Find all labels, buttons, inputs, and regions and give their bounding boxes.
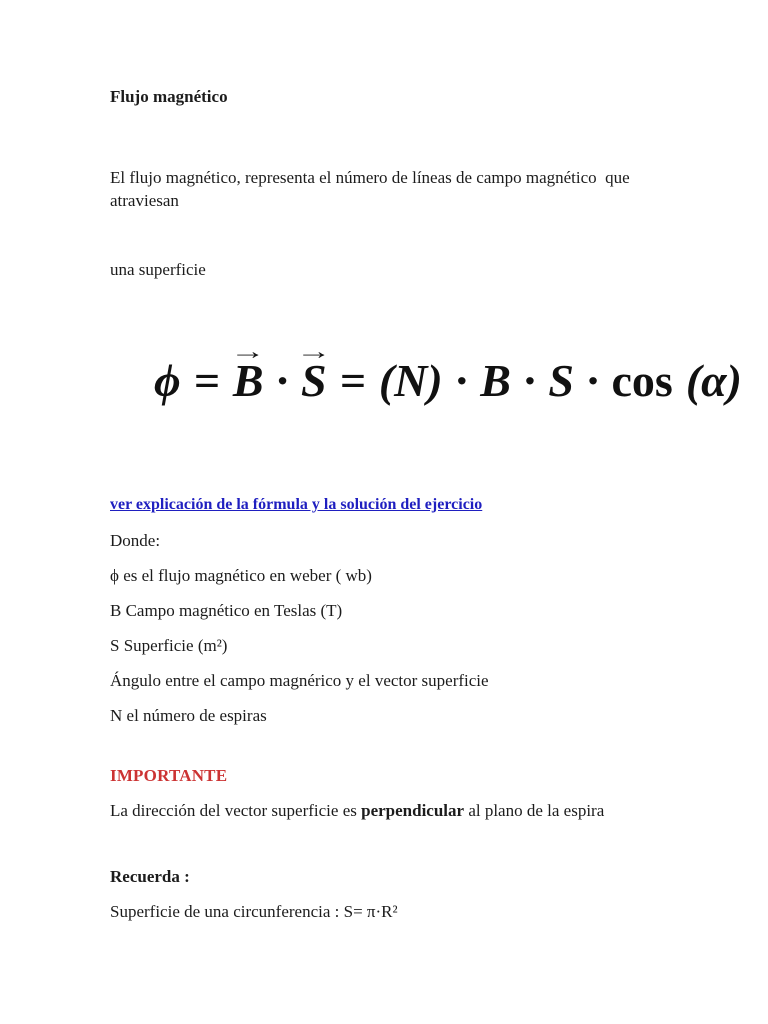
- formula-s: S: [548, 355, 574, 406]
- intro-line-2: una superficie: [110, 260, 206, 279]
- definition-b: B Campo magnético en Teslas (T): [110, 601, 343, 621]
- circle-area-formula: Superficie de una circunferencia : S= π·R²: [110, 902, 398, 922]
- direction-text-bold: perpendicular: [361, 801, 465, 821]
- vector-S: [301, 353, 327, 408]
- magnetic-flux-formula: [154, 353, 742, 408]
- page-title: Flujo magnético: [110, 87, 228, 106]
- formula-dot: ·: [276, 355, 289, 406]
- definition-angle: Ángulo entre el campo magnérico y el vector superficie: [110, 671, 489, 691]
- important-heading: IMPORTANTE: [110, 766, 228, 786]
- formula-cos: cos: [611, 355, 673, 406]
- formula-b-vector: B: [232, 355, 264, 406]
- intro-paragraph: [110, 120, 673, 327]
- where-heading: Donde:: [110, 531, 161, 551]
- definition-n: N el número de espiras: [110, 706, 267, 726]
- intro-line-1: El flujo magnético, representa el número de líneas de campo magnético que atraviesan: [110, 168, 634, 210]
- formula-alpha-paren: (α): [685, 355, 742, 406]
- formula-dot: ·: [586, 355, 599, 406]
- formula-dot: ·: [455, 355, 468, 406]
- reminder-heading: Recuerda :: [110, 867, 190, 887]
- formula-phi: ϕ: [154, 355, 181, 406]
- formula-equals: =: [193, 355, 220, 406]
- formula-dot: ·: [523, 355, 536, 406]
- formula-n-paren: (N): [378, 355, 443, 406]
- formula-s-vector: S: [301, 355, 327, 406]
- formula-equals: =: [339, 355, 366, 406]
- definition-s: S Superficie (m²): [110, 636, 228, 656]
- vector-B: [233, 353, 264, 408]
- direction-text-before: La dirección del vector superficie es: [110, 801, 362, 821]
- definition-phi: ϕ es el flujo magnético en weber ( wb): [110, 566, 372, 586]
- formula-b: B: [480, 355, 511, 406]
- direction-text-after: al plano de la espira: [464, 801, 605, 821]
- direction-statement: [110, 799, 673, 822]
- explanation-link[interactable]: ver explicación de la fórmula y la solución del ejercicio: [110, 496, 483, 514]
